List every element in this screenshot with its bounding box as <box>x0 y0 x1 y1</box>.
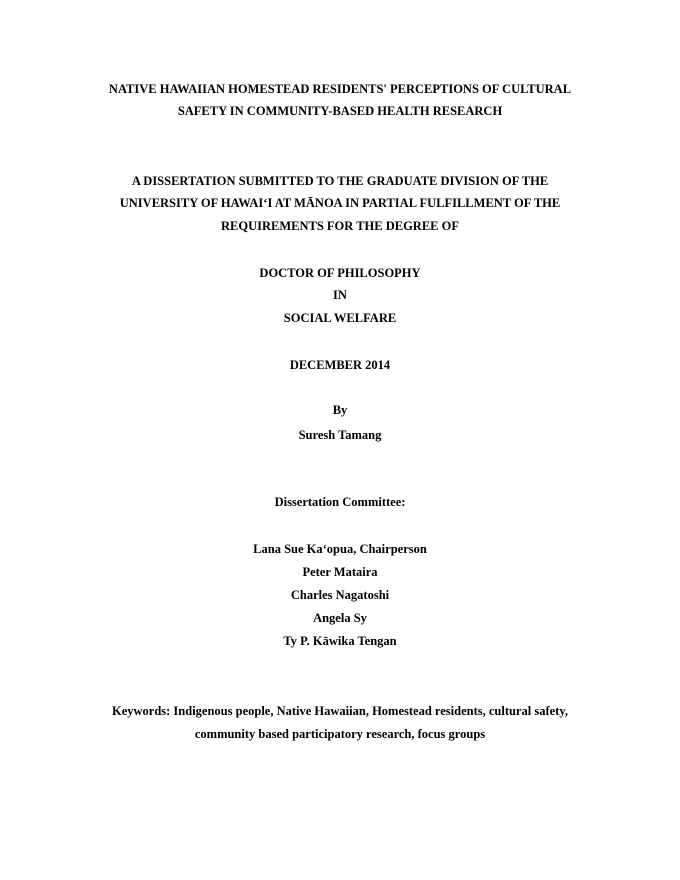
title-line-2: SAFETY IN COMMUNITY-BASED HEALTH RESEARCH <box>177 104 503 118</box>
submission-line-2: UNIVERSITY OF HAWAI‘I AT MĀNOA IN PARTIAL FULFILLMENT OF THE <box>119 196 561 210</box>
committee-member: Peter Mataira <box>302 565 378 579</box>
committee-member: Lana Sue Ka‘opua, Chairperson <box>253 542 427 556</box>
degree-field: SOCIAL WELFARE <box>283 311 397 325</box>
submission-date: DECEMBER 2014 <box>289 358 391 372</box>
committee-member: Charles Nagatoshi <box>290 588 390 602</box>
committee-member: Ty P. Kāwika Tengan <box>283 634 397 648</box>
degree-name: DOCTOR OF PHILOSOPHY <box>259 266 421 280</box>
keywords-line-1: Keywords: Indigenous people, Native Hawaiian, Homestead residents, cultural safety, <box>111 704 569 718</box>
by-label: By <box>332 403 348 417</box>
committee-heading: Dissertation Committee: <box>274 495 406 509</box>
committee-member: Angela Sy <box>313 611 367 625</box>
author-name: Suresh Tamang <box>298 428 382 442</box>
submission-line-3: REQUIREMENTS FOR THE DEGREE OF <box>220 219 459 233</box>
submission-line-1: A DISSERTATION SUBMITTED TO THE GRADUATE DIVISION OF THE <box>131 174 549 188</box>
degree-in: IN <box>333 288 347 302</box>
title-line-1: NATIVE HAWAIIAN HOMESTEAD RESIDENTS' PERCEPTIONS OF CULTURAL <box>108 82 572 96</box>
keywords-line-2: community based participatory research, focus groups <box>194 727 486 741</box>
